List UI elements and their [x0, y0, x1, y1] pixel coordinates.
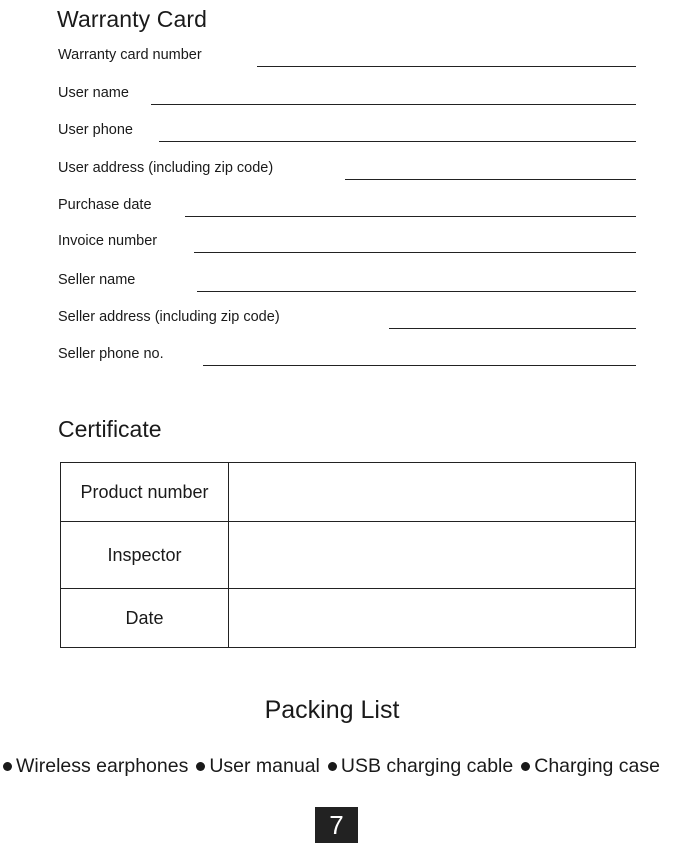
bullet-icon [328, 762, 337, 771]
bullet-icon [3, 762, 12, 771]
field-user-address [58, 160, 636, 180]
certificate-label: Inspector [61, 522, 229, 589]
field-blank-line[interactable] [389, 328, 636, 329]
field-label: User address (including zip code) [58, 160, 274, 176]
field-label: Warranty card number [58, 47, 202, 63]
warranty-card-title: Warranty Card [57, 6, 207, 32]
bullet-icon [521, 762, 530, 771]
packing-list-title: Packing List [264, 696, 400, 724]
page-number: 7 [315, 807, 358, 843]
field-user-name [58, 85, 636, 105]
field-invoice-number [58, 233, 636, 253]
field-blank-line[interactable] [151, 104, 636, 105]
certificate-value-cell[interactable] [229, 522, 636, 589]
field-label: Purchase date [58, 197, 152, 213]
field-seller-name [58, 272, 636, 292]
certificate-row [61, 589, 636, 648]
certificate-row [61, 463, 636, 522]
field-blank-line[interactable] [185, 216, 636, 217]
field-blank-line[interactable] [194, 252, 636, 253]
packing-item-label: USB charging cable [340, 755, 514, 777]
field-user-phone [58, 122, 636, 142]
certificate-value-cell[interactable] [229, 589, 636, 648]
certificate-title: Certificate [58, 416, 162, 442]
packing-item-label: Charging case [534, 755, 660, 777]
packing-item [3, 755, 188, 778]
field-blank-line[interactable] [203, 365, 636, 366]
packing-list [3, 755, 660, 778]
field-purchase-date [58, 197, 636, 217]
certificate-row [61, 522, 636, 589]
field-label: Invoice number [58, 233, 158, 249]
field-blank-line[interactable] [257, 66, 636, 67]
certificate-table [60, 462, 636, 648]
packing-item [328, 755, 513, 778]
field-label: User name [58, 85, 129, 101]
packing-item-label: Wireless earphones [16, 755, 189, 777]
field-warranty-card-number [58, 47, 636, 67]
field-label: Seller phone no. [58, 346, 164, 362]
field-blank-line[interactable] [345, 179, 636, 180]
field-label: Seller address (including zip code) [58, 309, 280, 325]
packing-item [196, 755, 320, 778]
packing-item [521, 755, 660, 778]
certificate-value-cell[interactable] [229, 463, 636, 522]
field-seller-address [58, 309, 636, 329]
field-label: Seller name [58, 272, 136, 288]
packing-item-label: User manual [209, 755, 320, 777]
bullet-icon [196, 762, 205, 771]
field-blank-line[interactable] [159, 141, 636, 142]
certificate-label: Product number [61, 463, 229, 522]
certificate-label: Date [61, 589, 229, 648]
field-label: User phone [58, 122, 133, 138]
field-seller-phone [58, 346, 636, 366]
field-blank-line[interactable] [197, 291, 636, 292]
